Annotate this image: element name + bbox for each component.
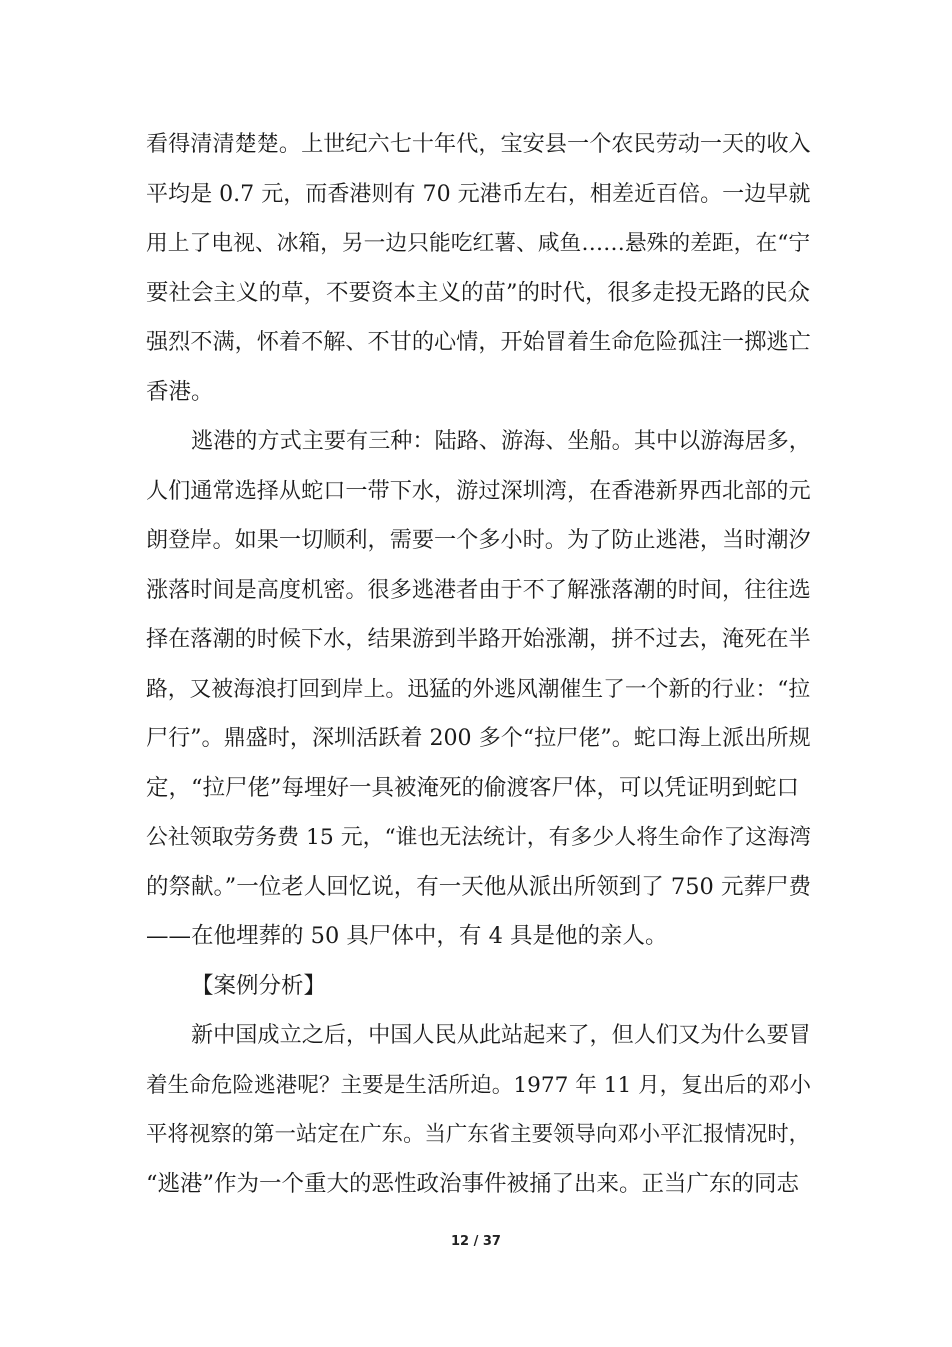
- text-line: 朗登岸。如果一切顺利，需要一个多小时。为了防止逃港，当时潮汐: [146, 527, 811, 553]
- text-line: 香港。: [146, 378, 214, 405]
- text-line: 的祭献。”一位老人回忆说，有一天他从派出所领到了 750 元葬尸费: [146, 873, 812, 900]
- text-line: 路，又被海浪打回到岸上。迅猛的外逃风潮催生了一个新的行业：“拉: [146, 676, 811, 702]
- text-line: 人们通常选择从蛇口一带下水，游过深圳湾，在香港新界西北部的元: [146, 477, 811, 504]
- text-line: 新中国成立之后，中国人民从此站起来了，但人们又为什么要冒: [191, 1022, 811, 1048]
- text-line: 要社会主义的草，不要资本主义的苗”的时代，很多走投无路的民众: [146, 279, 811, 306]
- text-line: 看得清清楚楚。上世纪六七十年代，宝安县一个农民劳动一天的收入: [146, 131, 811, 157]
- text-line: 平将视察的第一站定在广东。当广东省主要领导向邓小平汇报情况时，: [146, 1122, 811, 1147]
- text-line: 逃港的方式主要有三种：陆路、游海、坐船。其中以游海居多，: [191, 428, 811, 454]
- text-line: 强烈不满，怀着不解、不甘的心情，开始冒着生命危险孤注一掷逃亡: [146, 329, 811, 355]
- text-line: 择在落潮的时候下水，结果游到半路开始涨潮，拼不过去，淹死在半: [146, 626, 811, 652]
- text-line: 尸行”。鼎盛时，深圳活跃着 200 多个“拉尸佬”。蛇口海上派出所规: [146, 725, 811, 751]
- body-text: [146, 120, 814, 1209]
- text-line: 用上了电视、冰箱，另一边只能吃红薯、咸鱼……悬殊的差距，在“宁: [146, 231, 811, 256]
- text-line: ——在他埋葬的 50 具尸体中，有 4 具是他的亲人。: [146, 923, 668, 949]
- text-line: 公社领取劳务费 15 元，“谁也无法统计，有多少人将生命作了这海湾: [146, 825, 811, 850]
- section-heading: 【案例分析】: [191, 972, 327, 999]
- text-line: 着生命危险逃港呢？主要是生活所迫。1977 年 11 月，复出后的邓小: [146, 1072, 811, 1098]
- text-line: 涨落时间是高度机密。很多逃港者由于不了解涨落潮的时间，往往选: [146, 576, 811, 603]
- text-line: “逃港”作为一个重大的恶性政治事件被捅了出来。正当广东的同志: [146, 1170, 800, 1197]
- page-number: 12 / 37: [451, 1234, 501, 1249]
- text-line: 平均是 0.7 元，而香港则有 70 元港币左右，相差近百倍。一边早就: [146, 181, 811, 207]
- text-line: 定，“拉尸佬”每埋好一具被淹死的偷渡客尸体，可以凭证明到蛇口: [146, 774, 800, 801]
